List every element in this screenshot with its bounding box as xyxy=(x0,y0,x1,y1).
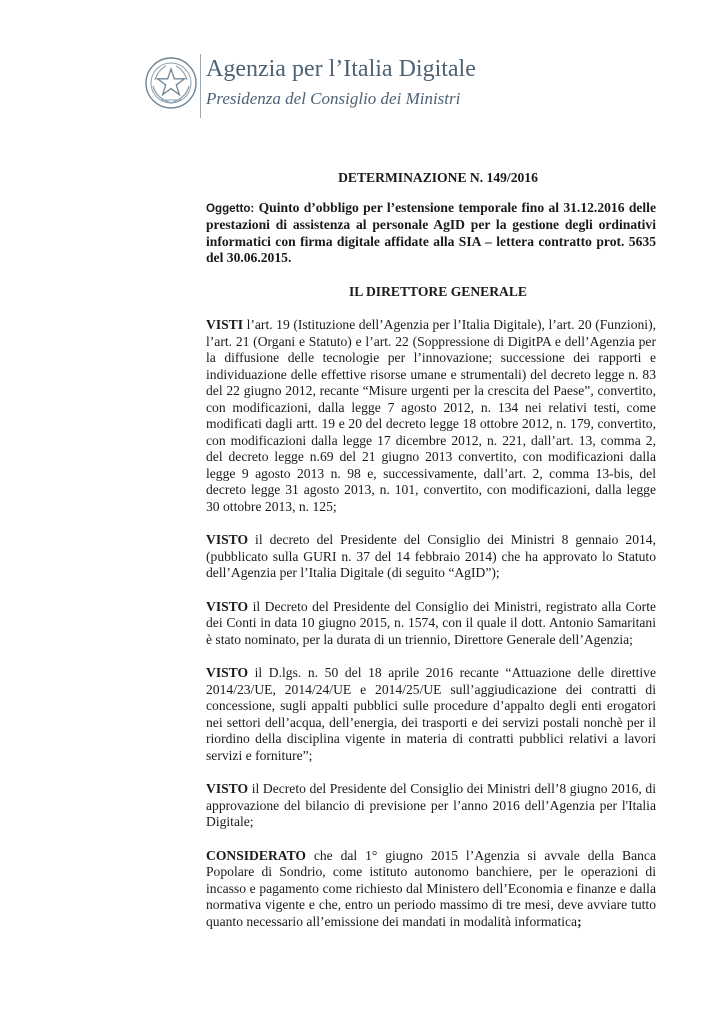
letterhead-divider xyxy=(200,54,201,118)
recital-paragraph xyxy=(206,317,656,515)
recital-paragraph xyxy=(206,848,656,931)
subject-paragraph xyxy=(206,200,656,267)
recital-paragraph xyxy=(206,532,656,582)
recital-paragraph xyxy=(206,781,656,831)
recital-text: che dal 1° giugno 2015 l’Agenzia si avvale della Banca Popolare di Sondrio, come istituto autonomo banchiere, per le operazioni di incasso e pagamento come richiesto dal Ministero dell’Economia e finanze e dalla normativa vigente e che, entro un periodo massimo di tre mesi, deve avviare tutto quanto necessario all’emissione dei mandati in modalità informatica xyxy=(206,847,656,929)
recital-keyword: VISTO xyxy=(206,665,249,680)
recital-keyword: VISTO xyxy=(206,598,249,614)
recital-text: il Decreto del Presidente del Consiglio dei Ministri dell’8 giugno 2016, di approvazione del bilancio di previsione per l’anno 2016 dell’Agenzia per l'Italia Digitale; xyxy=(206,781,656,829)
recital-keyword: VISTI xyxy=(206,317,244,332)
agency-name: Agenzia per l’Italia Digitale xyxy=(206,56,476,82)
recital-keyword: CONSIDERATO xyxy=(206,847,306,863)
recital-paragraph xyxy=(206,665,656,764)
agency-subtitle: Presidenza del Consiglio dei Ministri xyxy=(206,89,461,108)
recital-paragraph xyxy=(206,599,656,649)
recital-text: il decreto del Presidente del Consiglio dei Ministri 8 gennaio 2014, (pubblicato sulla GURI n. 37 del 14 febbraio 2014) che ha approvato lo Statuto dell’Agenzia per l’Italia Digitale (di seguito “AgID”); xyxy=(206,532,656,580)
subject-label: Oggetto: xyxy=(206,201,255,215)
document-title: DETERMINAZIONE N. 149/2016 xyxy=(338,170,538,185)
italian-republic-emblem-icon xyxy=(144,56,198,110)
director-heading: IL DIRETTORE GENERALE xyxy=(348,283,528,299)
recital-keyword: VISTO xyxy=(206,781,249,796)
letterhead xyxy=(140,50,560,122)
subject-text: Quinto d’obbligo per l’estensione temporale fino al 31.12.2016 delle prestazioni di assistenza al personale AgID per la gestione degli ordinativi informatici con firma digitale affidate alla SIA – lettera contratto prot. 5635 del 30.06.2015. xyxy=(206,199,656,265)
recital-terminator: ; xyxy=(577,913,582,929)
recital-keyword: VISTO xyxy=(206,532,249,547)
recital-text: il D.lgs. n. 50 del 18 aprile 2016 recante “Attuazione delle direttive 2014/23/UE, 2014/24/UE e 2014/25/UE sull’aggiudicazione dei contratti di concessione, sugli appalti pubblici sulle procedure d’appalto degli enti erogatori nei settori dell’acqua, dell’energia, dei trasporti e dei servizi postali nonchè per il riordino della disciplina vigente in materia di contratti pubblici relativi a lavori servizi e forniture”; xyxy=(206,665,656,763)
recital-text: l’art. 19 (Istituzione dell’Agenzia per l’Italia Digitale), l’art. 20 (Funzioni), l’art. 21 (Organi e Statuto) e l’art. 22 (Soppressione di DigitPA e dell’Agenzia per la diffusione delle tecnologie per l’innovazione; successione dei rapporti e individuazione delle effettive risorse umane e strumentali) del decreto legge n. 83 del 22 giugno 2012, recante “Misure urgenti per la crescita del Paese”, convertito, con modificazioni, dalla legge 7 agosto 2012, n. 134 nei relativi testi, come modificati dagli artt. 19 e 20 del decreto legge 18 ottobre 2012, n. 179, convertito, con modificazioni dalla legge 17 dicembre 2012, n. 221, dall’art. 13, comma 2, del decreto legge n.69 del 21 giugno 2013 convertito, con modificazioni dalla legge 9 agosto 2013 n. 98 e, successivamente, dall’art. 2, comma 13-bis, del decreto legge 31 agosto 2013, n. 101, convertito, con modificazioni, dalla legge 30 ottobre 2013, n. 125; xyxy=(206,317,656,514)
recital-text: il Decreto del Presidente del Consiglio dei Ministri, registrato alla Corte dei Conti in data 10 giugno 2015, n. 1574, con il quale il dott. Antonio Samaritani è stato nominato, per la durata di un triennio, Direttore Generale dell’Agenzia; xyxy=(206,598,656,647)
document-body xyxy=(206,170,656,947)
